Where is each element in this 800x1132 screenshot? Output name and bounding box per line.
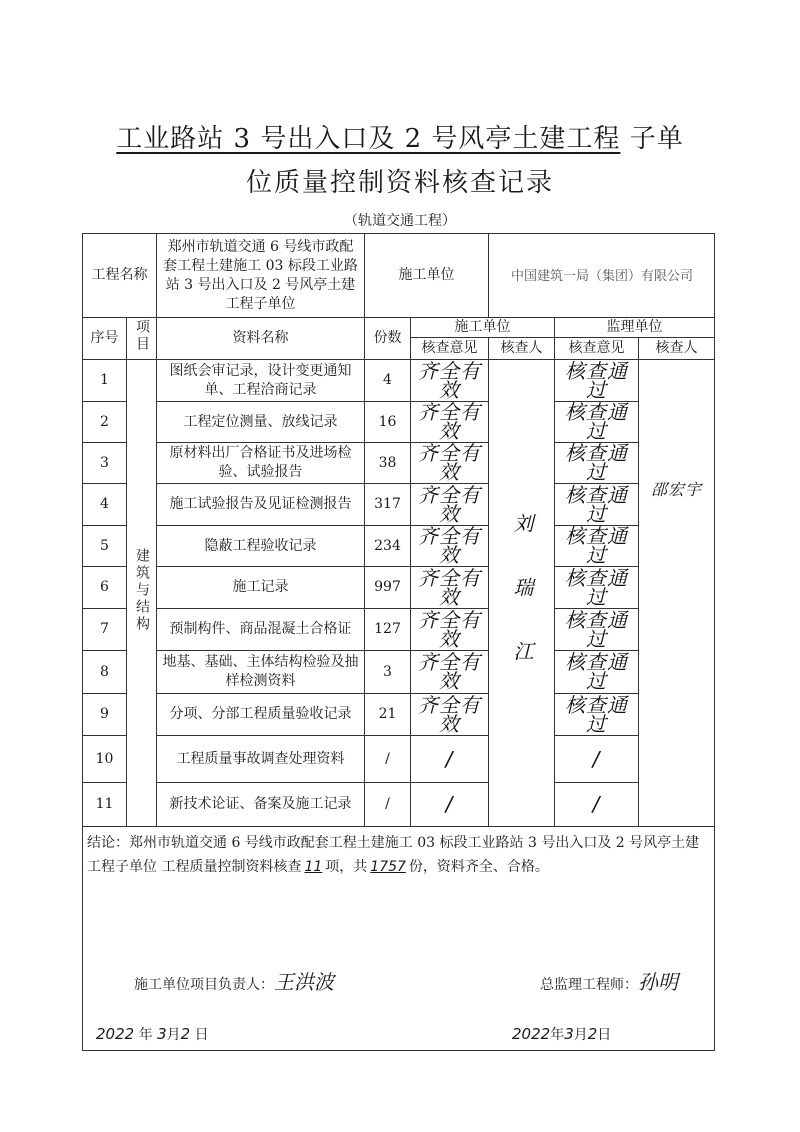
conclusion-items-count: 11 <box>304 859 323 875</box>
row-contractor-opinion: 齐全有效 <box>411 402 489 443</box>
contractor-manager-label: 施工单位项目负责人： <box>134 977 274 993</box>
project-title-underlined: 工业路站 3 号出入口及 2 号风亭土建工程 <box>116 124 621 154</box>
chief-supervisor-label: 总监理工程师： <box>540 977 638 993</box>
title-suffix: 子单 <box>620 124 684 154</box>
table-row <box>83 484 715 526</box>
row-contractor-opinion: 齐全有效 <box>411 360 489 402</box>
row-supervisor-opinion: 核查通过 <box>555 567 639 609</box>
row-supervisor-opinion: / <box>555 736 639 783</box>
conclusion-prefix: 结论：郑州市轨道交通 6 号线市政配套工程土建施工 03 标段工业路站 3 号出入口及 2 号风亭土建工程子单位 工程质量控制资料核查 <box>87 835 700 875</box>
contractor-manager-signature: 王洪波 <box>274 970 334 994</box>
row-supervisor-opinion: 核查通过 <box>555 609 639 651</box>
col-supervisor-checker: 核查人 <box>639 338 715 360</box>
row-contractor-opinion: 齐全有效 <box>411 526 489 567</box>
row-supervisor-opinion: 核查通过 <box>555 694 639 736</box>
row-seq: 5 <box>83 526 127 567</box>
row-supervisor-opinion: 核查通过 <box>555 402 639 443</box>
table-row <box>83 783 715 827</box>
row-doc-name: 施工记录 <box>157 567 365 609</box>
row-contractor-opinion: 齐全有效 <box>411 694 489 736</box>
row-contractor-opinion: 齐全有效 <box>411 567 489 609</box>
col-contractor-checker: 核查人 <box>489 338 555 360</box>
row-contractor-opinion: 齐全有效 <box>411 609 489 651</box>
row-copies: 3 <box>365 651 411 694</box>
row-doc-name: 原材料出厂合格证书及进场检验、试验报告 <box>157 443 365 484</box>
row-supervisor-opinion: / <box>555 783 639 827</box>
conclusion-mid: 项，共 <box>325 859 368 875</box>
column-header-row-1 <box>83 318 715 338</box>
row-doc-name: 图纸会审记录，设计变更通知单、工程洽商记录 <box>157 360 365 402</box>
supervisor-checker-signature: 邵宏宇 <box>639 360 715 827</box>
conclusion-row <box>83 827 715 1051</box>
row-copies: / <box>365 783 411 827</box>
chief-supervisor-signature-line <box>540 966 678 995</box>
contractor-manager-signature-line <box>134 966 334 995</box>
row-supervisor-opinion: 核查通过 <box>555 360 639 402</box>
document-title-line1 <box>0 118 800 155</box>
contractor-checker-signature: 刘 瑞 江 <box>489 360 555 827</box>
table-row <box>83 609 715 651</box>
table-row <box>83 567 715 609</box>
row-contractor-opinion: / <box>411 736 489 783</box>
row-copies: 21 <box>365 694 411 736</box>
row-copies: 4 <box>365 360 411 402</box>
document-subtitle: （轨道交通工程） <box>344 213 456 229</box>
row-copies: 234 <box>365 526 411 567</box>
row-seq: 9 <box>83 694 127 736</box>
row-copies: 16 <box>365 402 411 443</box>
col-contractor-opinion: 核查意见 <box>411 338 489 360</box>
col-supervisor-opinion: 核查意见 <box>555 338 639 360</box>
document-title-line2: 位质量控制资料核查记录 <box>245 168 554 198</box>
table-row <box>83 694 715 736</box>
table-row <box>83 736 715 783</box>
supervisor-date: 2022年3月2日 <box>512 1025 612 1043</box>
row-doc-name: 工程质量事故调查处理资料 <box>157 736 365 783</box>
category-cell: 建筑与结构 <box>127 360 157 827</box>
quality-control-table <box>82 233 715 1051</box>
row-doc-name: 地基、基础、主体结构检验及抽样检测资料 <box>157 651 365 694</box>
project-name-label: 工程名称 <box>83 234 157 318</box>
header-row-project <box>83 234 715 318</box>
row-contractor-opinion: 齐全有效 <box>411 484 489 526</box>
row-seq: 10 <box>83 736 127 783</box>
conclusion-cell <box>83 827 715 1051</box>
chief-supervisor-signature: 孙明 <box>638 970 678 994</box>
row-supervisor-opinion: 核查通过 <box>555 484 639 526</box>
row-copies: 997 <box>365 567 411 609</box>
row-seq: 7 <box>83 609 127 651</box>
row-supervisor-opinion: 核查通过 <box>555 526 639 567</box>
col-doc-name: 资料名称 <box>157 318 365 360</box>
col-seq: 序号 <box>83 318 127 360</box>
row-seq: 8 <box>83 651 127 694</box>
row-copies: 317 <box>365 484 411 526</box>
contractor-value: 中国建筑一局（集团）有限公司 <box>489 234 715 318</box>
col-copies: 份数 <box>365 318 411 360</box>
conclusion-end: 份，资料齐全、合格。 <box>408 859 549 875</box>
col-supervisor: 监理单位 <box>555 318 715 338</box>
contractor-label: 施工单位 <box>365 234 489 318</box>
table-row <box>83 651 715 694</box>
row-doc-name: 隐蔽工程验收记录 <box>157 526 365 567</box>
row-supervisor-opinion: 核查通过 <box>555 651 639 694</box>
row-seq: 1 <box>83 360 127 402</box>
row-seq: 6 <box>83 567 127 609</box>
table-row <box>83 360 715 402</box>
conclusion-total-copies: 1757 <box>370 859 406 875</box>
row-supervisor-opinion: 核查通过 <box>555 443 639 484</box>
table-row <box>83 443 715 484</box>
row-doc-name: 工程定位测量、放线记录 <box>157 402 365 443</box>
row-doc-name: 施工试验报告及见证检测报告 <box>157 484 365 526</box>
col-contractor: 施工单位 <box>411 318 555 338</box>
project-name-value: 郑州市轨道交通 6 号线市政配套工程土建施工 03 标段工业路站 3 号出入口及 2 号风亭土建工程子单位 <box>157 234 365 318</box>
row-doc-name: 新技术论证、备案及施工记录 <box>157 783 365 827</box>
row-copies: 38 <box>365 443 411 484</box>
table-row <box>83 526 715 567</box>
row-copies: / <box>365 736 411 783</box>
contractor-date: 2022 年 3月2 日 <box>96 1025 209 1043</box>
row-contractor-opinion: / <box>411 783 489 827</box>
row-contractor-opinion: 齐全有效 <box>411 443 489 484</box>
row-doc-name: 预制构件、商品混凝土合格证 <box>157 609 365 651</box>
row-contractor-opinion: 齐全有效 <box>411 651 489 694</box>
row-copies: 127 <box>365 609 411 651</box>
col-item: 项目 <box>127 318 157 360</box>
row-seq: 11 <box>83 783 127 827</box>
row-seq: 3 <box>83 443 127 484</box>
row-seq: 4 <box>83 484 127 526</box>
row-doc-name: 分项、分部工程质量验收记录 <box>157 694 365 736</box>
table-row <box>83 402 715 443</box>
row-seq: 2 <box>83 402 127 443</box>
